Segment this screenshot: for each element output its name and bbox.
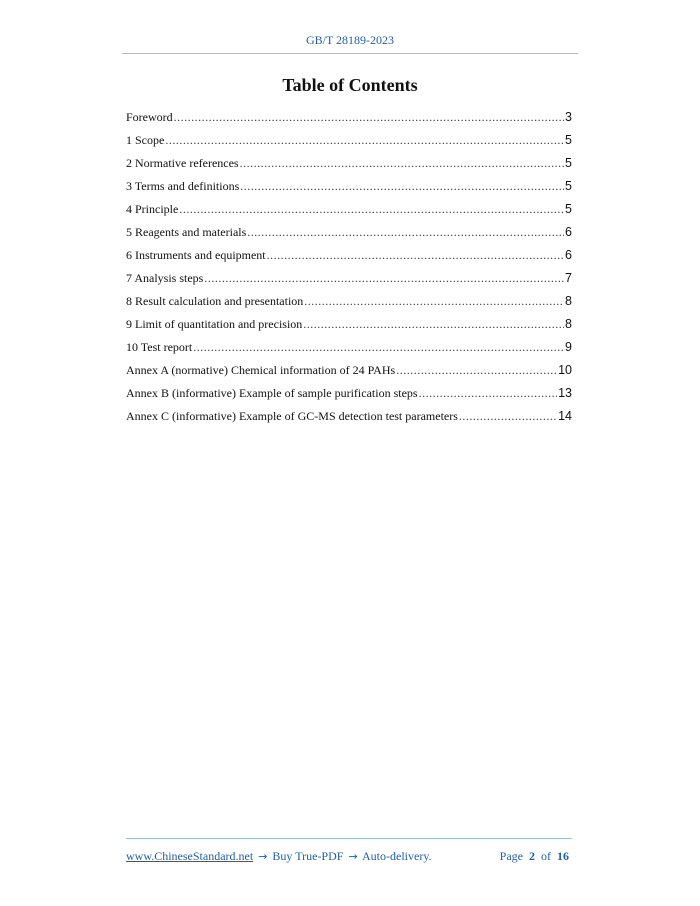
toc-page-number: 8 — [565, 294, 572, 308]
header-divider — [122, 53, 578, 54]
website-link[interactable]: www.ChineseStandard.net — [126, 849, 254, 863]
toc-page-number: 5 — [565, 133, 572, 147]
toc-entry-label: Annex B (informative) Example of sample purification steps — [126, 386, 418, 400]
toc-dot-leader — [419, 385, 558, 401]
toc-dot-leader — [193, 339, 564, 355]
toc-page-number: 9 — [565, 340, 572, 354]
toc-entry-result-calculation[interactable] — [126, 293, 572, 316]
arrow-right-icon: → — [258, 850, 268, 863]
toc-page-number: 10 — [558, 363, 572, 377]
toc-entry-label: Annex A (normative) Chemical information of 24 PAHs — [126, 363, 396, 377]
footer-promo — [126, 849, 432, 864]
toc-entry-label: 2 Normative references — [126, 156, 239, 170]
toc-dot-leader — [240, 178, 564, 194]
toc-entry-label: Annex C (informative) Example of GC-MS detection test parameters — [126, 409, 458, 423]
toc-dot-leader — [174, 109, 564, 125]
of-word: of — [541, 849, 551, 863]
footer-divider — [126, 838, 572, 839]
toc-entry-label: 3 Terms and definitions — [126, 179, 240, 193]
toc-page-number: 8 — [565, 317, 572, 331]
toc-page-number: 13 — [558, 386, 572, 400]
page-title: Table of Contents — [282, 75, 418, 95]
toc-entry-principle[interactable] — [126, 201, 572, 224]
toc-entry-instruments-and-equipment[interactable] — [126, 247, 572, 270]
toc-entry-scope[interactable] — [126, 132, 572, 155]
toc-entry-label: 5 Reagents and materials — [126, 225, 247, 239]
toc-page-number: 3 — [565, 110, 572, 124]
toc-dot-leader — [204, 270, 564, 286]
toc-dot-leader — [459, 408, 557, 424]
toc-entry-terms-and-definitions[interactable] — [126, 178, 572, 201]
toc-dot-leader — [304, 293, 564, 309]
toc-dot-leader — [303, 316, 564, 332]
toc-entry-annex-c[interactable] — [126, 408, 572, 431]
toc-entry-test-report[interactable] — [126, 339, 572, 362]
total-page-number: 16 — [557, 849, 569, 863]
toc-entry-label: 4 Principle — [126, 202, 179, 216]
toc-entry-label: 8 Result calculation and presentation — [126, 294, 304, 308]
toc-dot-leader — [165, 132, 564, 148]
toc-entry-label: 9 Limit of quantitation and precision — [126, 317, 303, 331]
toc-page-number: 6 — [565, 248, 572, 262]
current-page-number: 2 — [529, 849, 535, 863]
toc-dot-leader — [240, 155, 564, 171]
auto-delivery-text: Auto-delivery. — [362, 849, 432, 863]
toc-entry-label: 1 Scope — [126, 133, 165, 147]
toc-entry-normative-references[interactable] — [126, 155, 572, 178]
arrow-right-icon: → — [348, 850, 358, 863]
page-word: Page — [499, 849, 523, 863]
toc-page-number: 5 — [565, 202, 572, 216]
toc-dot-leader — [396, 362, 557, 378]
toc-dot-leader — [179, 201, 564, 217]
toc-page-number: 5 — [565, 156, 572, 170]
buy-true-pdf-text: Buy True-PDF — [272, 849, 344, 863]
toc-page-number: 14 — [558, 409, 572, 423]
toc-entry-label: 6 Instruments and equipment — [126, 248, 266, 262]
toc-entry-label: 7 Analysis steps — [126, 271, 204, 285]
toc-page-number: 5 — [565, 179, 572, 193]
toc-entry-label: 10 Test report — [126, 340, 193, 354]
toc-entry-reagents-and-materials[interactable] — [126, 224, 572, 247]
toc-dot-leader — [247, 224, 564, 240]
toc-entry-annex-a[interactable] — [126, 362, 572, 385]
page-indicator — [500, 849, 572, 864]
toc-list — [126, 109, 572, 431]
document-header-code: GB/T 28189-2023 — [305, 33, 395, 47]
toc-page-number: 7 — [565, 271, 572, 285]
toc-entry-analysis-steps[interactable] — [126, 270, 572, 293]
toc-entry-label: Foreword — [126, 110, 173, 124]
toc-dot-leader — [267, 247, 564, 263]
toc-entry-annex-b[interactable] — [126, 385, 572, 408]
toc-page-number: 6 — [565, 225, 572, 239]
toc-entry-foreword[interactable] — [126, 109, 572, 132]
toc-entry-limit-of-quantitation[interactable] — [126, 316, 572, 339]
